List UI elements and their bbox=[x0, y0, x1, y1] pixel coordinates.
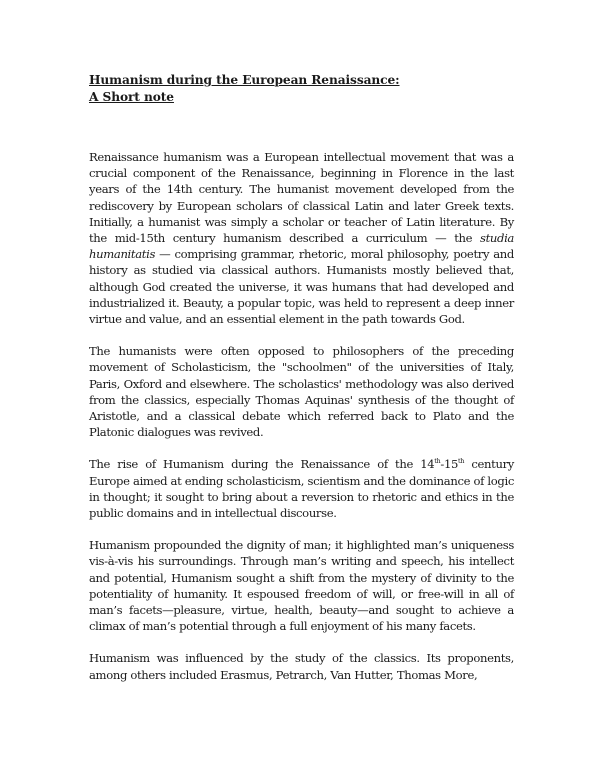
title-line-1: Humanism during the European Renaissance: bbox=[89, 73, 400, 87]
paragraph-text: — comprising grammar, rhetoric, moral philosophy, poetry and history as studied via classical authors. Humanists mostly believed that, although God created the universe, it was humans that had developed and industrialized it. Beauty, a popular topic, was held to represent a deep inner virtue and value, and an essential element in the path towards God. bbox=[89, 247, 514, 327]
title-line-2: A Short note bbox=[89, 90, 174, 104]
paragraph-text: century Europe aimed at ending scholasticism, scientism and the dominance of logic in thought; it sought to bring about a reversion to rhetoric and ethics in the public domains and in intellectual discourse. bbox=[89, 457, 514, 521]
paragraph-text: Renaissance humanism was a European intellectual movement that was a crucial component of the Renaissance, beginning in Florence in the last years of the 14th century. The humanist movement developed from the rediscovery by European scholars of classical Latin and later Greek texts. Initially, a humanist was simply a scholar or teacher of Latin literature. By the mid-15th century humanism described a curriculum — the bbox=[89, 150, 514, 246]
document-title bbox=[89, 72, 489, 106]
paragraph-5: Humanism was influenced by the study of the classics. Its proponents, among others included Erasmus, Petrarch, Van Hutter, Thomas More, bbox=[89, 651, 514, 682]
paragraph-2: The humanists were often opposed to philosophers of the preceding movement of Scholasticism, the "schoolmen" of the universities of Italy, Paris, Oxford and elsewhere. The scholastics' methodology was also derived from the classics, especially Thomas Aquinas' synthesis of the thought of Aristotle, and a classical debate which referred back to Plato and the Platonic dialogues was revived. bbox=[89, 344, 514, 440]
paragraph-text: -15 bbox=[440, 457, 459, 472]
superscript: th bbox=[458, 457, 465, 466]
paragraph-text: The rise of Humanism during the Renaissance of the 14 bbox=[89, 457, 435, 472]
paragraph-4: Humanism propounded the dignity of man; it highlighted man’s uniqueness vis-à-vis his surroundings. Through man’s writing and speech, his intellect and potential, Humanism sought a shift from the mystery of divinity to the potentiality of humanity. It espoused freedom of will, or free-will in all of man’s facets—pleasure, virtue, health, beauty—and sought to achieve a climax of man’s potential through a full enjoyment of his many facets. bbox=[89, 538, 514, 634]
superscript: th bbox=[434, 457, 441, 466]
document-body bbox=[89, 149, 514, 683]
italic-term: studia humanitatis bbox=[89, 231, 514, 262]
paragraph-1 bbox=[89, 149, 514, 327]
paragraph-3 bbox=[89, 456, 514, 521]
